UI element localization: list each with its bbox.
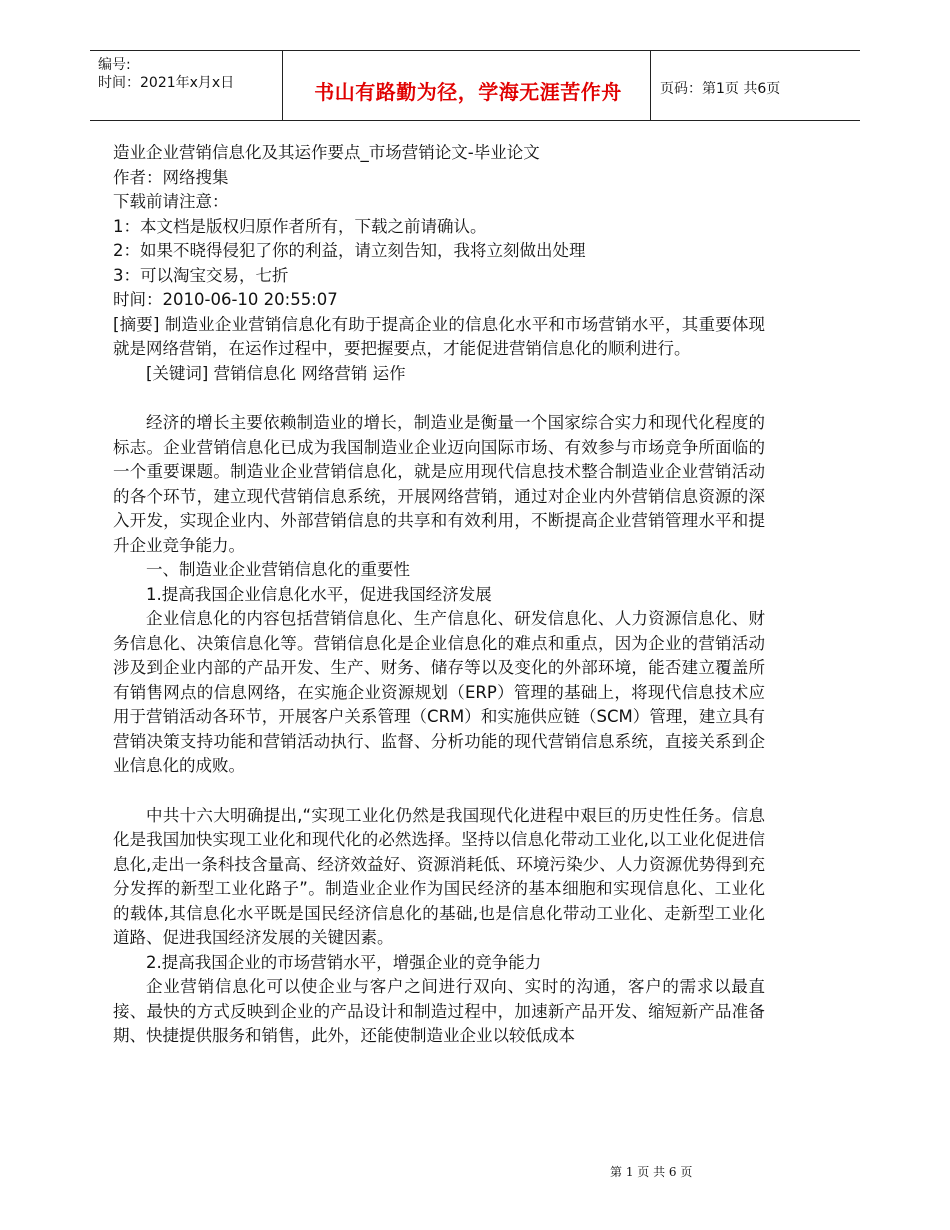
- keywords-line: [关键词] 营销信息化 网络营销 运作: [146, 363, 406, 383]
- body-paragraph: 企业营销信息化可以使企业与客户之间进行双向、实时的沟通，客户的需求以最直接、最快的方式反映到企业的产品设计和制造过程中，加速新产品开发、缩短新产品准备期、快捷提供服务和销售，此外，还能使制造业企业以较低成本: [113, 977, 765, 1045]
- abstract-paragraph: [摘要] 制造业企业营销信息化有助于提高企业的信息化水平和市场营销水平，其重要体现就是网络营销，在运作过程中，要把握要点，才能促进营销信息化的顺利进行。: [113, 314, 765, 358]
- header-top-rule: [90, 50, 860, 51]
- header-motto: 书山有路勤为径，学海无涯苦作舟: [314, 80, 622, 104]
- body-paragraph: 中共十六大明确提出,“实现工业化仍然是我国现代化进程中艰巨的历史性任务。信息化是我国加快实现工业化和现代化的必然选择。坚持以信息化带动工业化,以工业化促进信息化,走出一条科技含量高、经济效益好、资源消耗低、环境污染少、人力资源优势得到充分发挥的新型工业化路子”。制造业企业作为国民经济的基本细胞和实现信息化、工业化的载体,其信息化水平既是国民经济信息化的基础,也是信息化带动工业化、走新型工业化道路、促进我国经济发展的关键因素。: [113, 805, 765, 947]
- header-page-info: 页码：第1页 共6页: [660, 81, 781, 97]
- author-line: 作者：网络搜集: [113, 167, 229, 187]
- notice-item: 3：可以淘宝交易，七折: [113, 265, 289, 285]
- intro-paragraph: 经济的增长主要依赖制造业的增长，制造业是衡量一个国家综合实力和现代化程度的标志。企业营销信息化已成为我国制造业企业迈向国际市场、有效参与市场竞争所面临的一个重要课题。制造业企业营销信息化，就是应用现代信息技术整合制造业企业营销活动的各个环节，建立现代营销信息系统，开展网络营销，通过对企业内外营销信息资源的深入开发，实现企业内、外部营销信息的共享和有效利用，不断提高企业营销管理水平和提升企业竞争能力。: [113, 413, 765, 555]
- body-paragraph: 企业信息化的内容包括营销信息化、生产信息化、研发信息化、人力资源信息化、财务信息化、决策信息化等。营销信息化是企业信息化的难点和重点，因为企业的营销活动涉及到企业内部的产品开发、生产、财务、储存等以及变化的外部环境，能否建立覆盖所有销售网点的信息网络，在实施企业资源规划（ERP）管理的基础上，将现代信息技术应用于营销活动各环节，开展客户关系管理（CRM）和实施供应链（SCM）管理，建立具有营销决策支持功能和营销活动执行、监督、分析功能的现代营销信息系统，直接关系到企业信息化的成败。: [113, 609, 765, 775]
- header-divider-left: [282, 50, 283, 120]
- code-label: 编号:: [98, 57, 131, 73]
- subsection-heading: 1.提高我国企业信息化水平，促进我国经济发展: [146, 584, 492, 604]
- notice-item: 1：本文档是版权归原作者所有，下载之前请确认。: [113, 216, 487, 236]
- header-left-cell: [98, 56, 234, 92]
- time-label: 时间：2021年x月x日: [98, 75, 235, 91]
- subsection-heading: 2.提高我国企业的市场营销水平，增强企业的竞争能力: [146, 952, 542, 972]
- notice-item: 2：如果不晓得侵犯了你的利益，请立刻告知，我将立刻做出处理: [113, 241, 586, 260]
- document-title: 造业企业营销信息化及其运作要点_市场营销论文-毕业论文: [113, 143, 540, 162]
- page-footer: 第 1 页 共 6 页: [610, 1165, 693, 1179]
- notice-label: 下载前请注意：: [113, 192, 229, 211]
- header-divider-right: [650, 50, 651, 120]
- page-header: [90, 50, 860, 120]
- section-heading: 一、制造业企业营销信息化的重要性: [146, 560, 410, 579]
- document-body: [113, 141, 765, 1049]
- header-bottom-rule: [90, 120, 860, 121]
- time-line: 时间：2010-06-10 20:55:07: [113, 290, 338, 309]
